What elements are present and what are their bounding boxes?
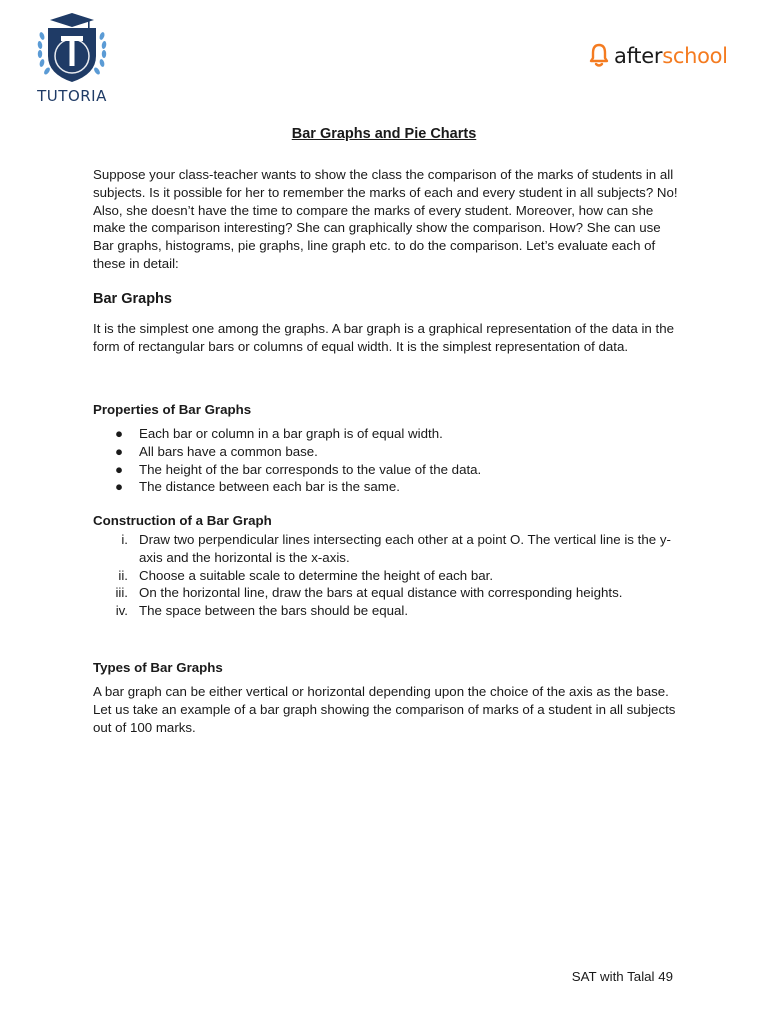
list-item-text: The height of the bar corresponds to the value of the data. [139,461,482,477]
tutoria-wordmark: TUTORIA [37,87,107,105]
step-number: iii. [115,585,128,601]
list-item [93,531,678,567]
types-description: A bar graph can be either vertical or horizontal depending upon the choice of the axis as the base. Let us take an example of a bar graph showing the comparison of marks of a student in all subjects out of 100 marks. [93,684,676,735]
tutoria-logo [30,10,114,108]
tutoria-shield-icon [30,10,114,88]
afterschool-logo [589,42,728,70]
list-item [93,567,678,585]
list-item [93,425,678,443]
afterschool-wordmark-part2: school [662,44,728,68]
properties-list [93,425,678,496]
afterschool-wordmark-part1: after [614,44,663,68]
bar-graphs-description: It is the simplest one among the graphs. A bar graph is a graphical representation of the data in the form of rectangular bars or columns of equal width. It is the simplest representation of data. [93,321,674,354]
list-item-text: Each bar or column in a bar graph is of equal width. [139,426,443,441]
construction-heading: Construction of a Bar Graph [93,513,272,528]
list-item [93,461,678,479]
construction-steps [93,531,678,620]
types-heading: Types of Bar Graphs [93,660,223,675]
bullet-icon: ● [115,461,124,477]
section-heading-bar-graphs: Bar Graphs [93,291,172,307]
bell-icon [589,43,609,69]
step-text: On the horizontal line, draw the bars at equal distance with corresponding heights. [139,585,623,601]
list-item-text: All bars have a common base. [139,443,318,459]
list-item [93,478,678,496]
list-item [93,443,678,461]
page-footer: SAT with Talal 49 [571,969,673,984]
step-text: The space between the bars should be equal. [139,603,409,619]
step-number: iv. [115,603,128,619]
properties-heading: Properties of Bar Graphs [93,402,252,417]
intro-paragraph: Suppose your class-teacher wants to show the class the comparison of the marks of students in all subjects. Is it possible for her to remember the marks of each and every student in all subjects? No! Also, she doesn’t have the time to compare the marks of every student. Moreover, how can she make the comparison interesting? She can graphically show the comparison. How? She can use Bar graphs, histograms, pie graphs, line graph etc. to do the comparison. Let’s evaluate each of these in detail: [93,167,678,271]
list-item [93,584,678,602]
step-text: Choose a suitable scale to determine the height of each bar. [139,567,494,583]
list-item-text: The distance between each bar is the same. [139,479,400,495]
step-text: Draw two perpendicular lines intersecting each other at a point O. The vertical line is the y-axis and the horizontal is the x-axis. [139,532,671,565]
list-item [93,602,678,620]
bullet-icon: ● [115,479,124,495]
bullet-icon: ● [115,443,124,459]
step-number: i. [121,532,128,547]
page-title: Bar Graphs and Pie Charts [291,126,477,142]
bullet-icon: ● [115,426,124,441]
step-number: ii. [118,567,128,583]
